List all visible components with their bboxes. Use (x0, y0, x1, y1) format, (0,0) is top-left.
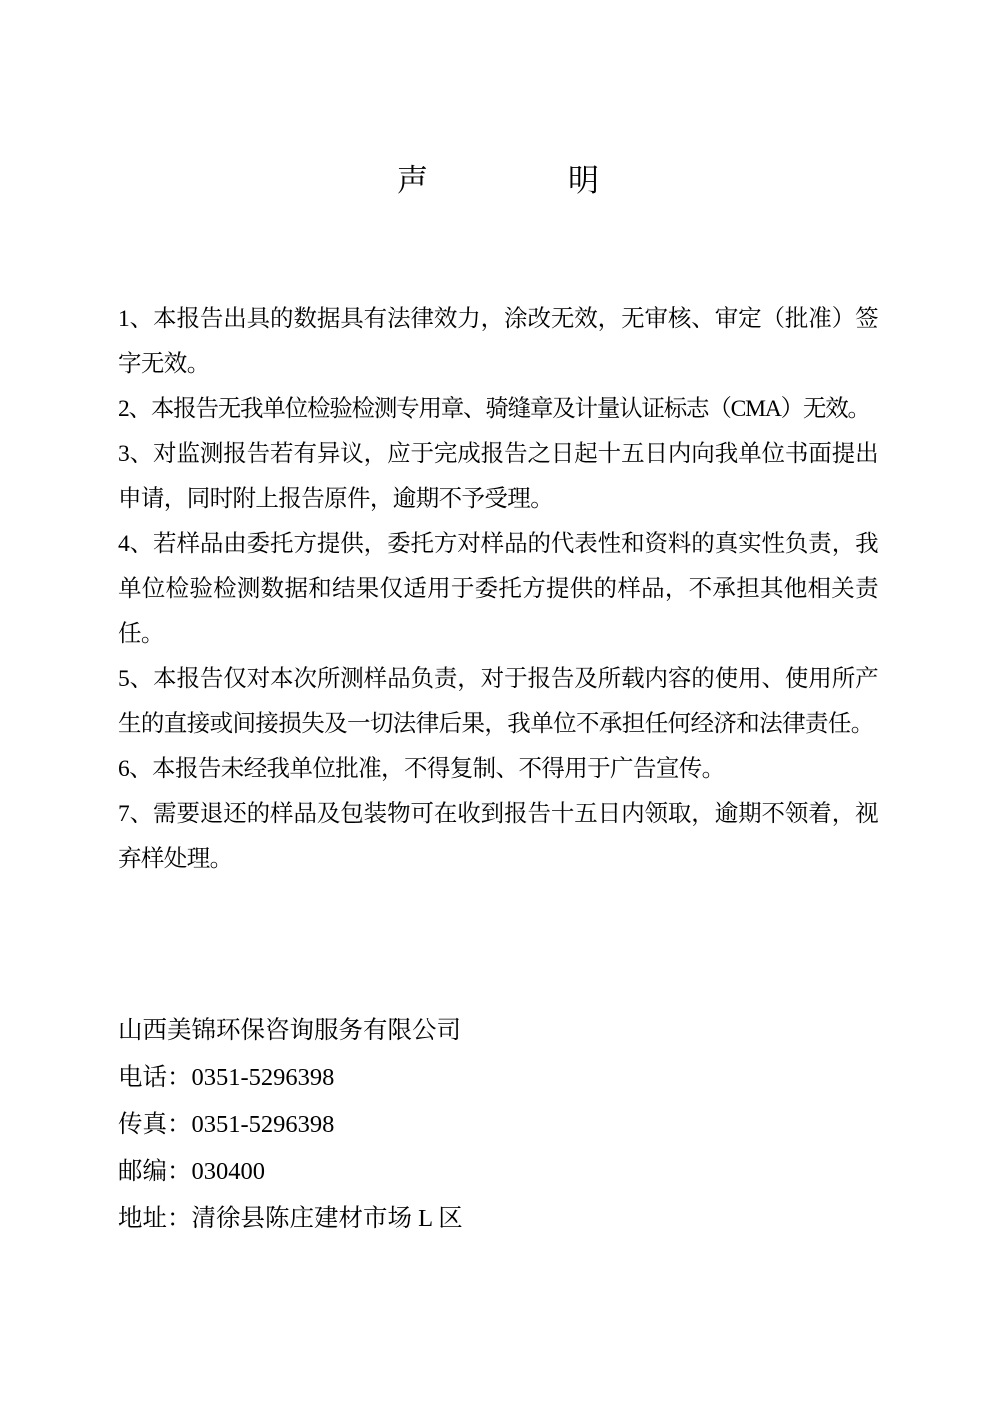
contact-label: 邮编： (118, 1158, 192, 1185)
statement-line: 任。 (118, 621, 164, 647)
statement-line: 7、需要退还的样品及包装物可在收到报告十五日内领取，逾期不领着，视 (118, 801, 878, 827)
page-title (118, 163, 878, 199)
statement-line: 4、若样品由委托方提供，委托方对样品的代表性和资料的真实性负责，我 (118, 531, 878, 557)
contact-value: 0351-5296398 (191, 1111, 335, 1138)
title-char-first: 声 (397, 163, 428, 198)
statements-list (118, 297, 878, 882)
contact-list (118, 1054, 878, 1242)
contact-value: 030400 (191, 1158, 265, 1185)
company-info-block (118, 1007, 878, 1242)
contact-row (118, 1054, 878, 1101)
statement-line: 6、本报告未经我单位批准，不得复制、不得用于广告宣传。 (118, 756, 725, 782)
contact-value: 清徐县陈庄建材市场 L 区 (191, 1205, 463, 1232)
statement-line: 2、本报告无我单位检验检测专用章、骑缝章及计量认证标志（CMA）无效。 (118, 396, 870, 422)
contact-label: 传真： (118, 1111, 192, 1138)
statement-line: 1、本报告出具的数据具有法律效力，涂改无效，无审核、审定（批准）签 (118, 306, 878, 332)
statement-line: 5、本报告仅对本次所测样品负责，对于报告及所载内容的使用、使用所产 (118, 666, 878, 692)
contact-label: 地址： (118, 1205, 192, 1232)
contact-row (118, 1195, 878, 1242)
contact-row (118, 1101, 878, 1148)
contact-value: 0351-5296398 (191, 1064, 335, 1091)
company-name: 山西美锦环保咨询服务有限公司 (118, 1017, 461, 1044)
contact-label: 电话： (118, 1064, 192, 1091)
statement-line: 单位检验检测数据和结果仅适用于委托方提供的样品，不承担其他相关责 (118, 576, 878, 602)
statement-line: 弃样处理。 (118, 846, 233, 872)
statement-line: 申请，同时附上报告原件，逾期不予受理。 (118, 486, 554, 512)
statement-line: 字无效。 (118, 351, 210, 377)
title-char-second: 明 (568, 163, 599, 198)
statement-line: 生的直接或间接损失及一切法律后果，我单位不承担任何经济和法律责任。 (118, 711, 874, 737)
contact-row (118, 1148, 878, 1195)
statement-line: 3、对监测报告若有异议，应于完成报告之日起十五日内向我单位书面提出 (118, 441, 878, 467)
